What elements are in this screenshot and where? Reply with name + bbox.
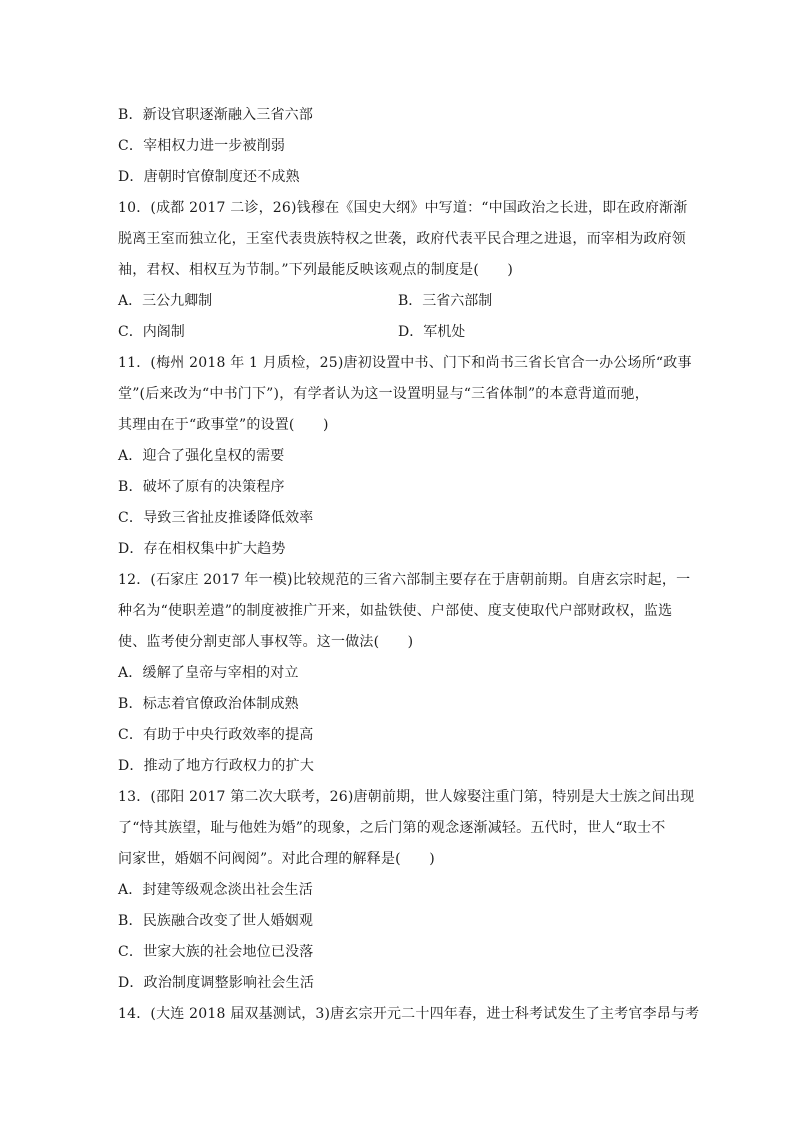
question-10-option-c: C．内阁制	[118, 324, 185, 340]
question-11-option-a: A．迎合了强化皇权的需要	[118, 448, 285, 464]
question-10-option-b: B．三省六部制	[398, 293, 493, 309]
document-page	[118, 100, 700, 1030]
question-12-line-2: 种名为“使职差遣”的制度被推广开来，如盐铁使、户部使、度支使取代户部财政权，监选	[118, 603, 673, 619]
question-10-option-a: A．三公九卿制	[118, 293, 213, 309]
question-13-option-b: B．民族融合改变了世人婚姻观	[118, 913, 314, 929]
question-10-options-row-2	[118, 317, 678, 348]
question-13-line-3: 问家世，婚姻不问阀阅”。对此合理的解释是( )	[118, 851, 435, 867]
question-12-option-c: C．有助于中央行政效率的提高	[118, 727, 314, 743]
question-12	[118, 565, 691, 782]
question-12-line-1: 12．(石家庄 2017 年一模)比较规范的三省六部制主要存在于唐朝前期。自唐玄宗时起，一	[118, 572, 691, 588]
question-13-option-a: A．封建等级观念淡出社会生活	[118, 882, 313, 898]
question-10-line-2: 脱离王室而独立化，王室代表贵族特权之世袭，政府代表平民合理之进退，而宰相为政府领	[118, 231, 686, 247]
question-12-option-b: B．标志着官僚政治体制成熟	[118, 696, 299, 712]
question-11-line-2: 堂”(后来改为“中书门下”)，有学者认为这一设置明显与“三省体制”的本意背道而驰，	[118, 386, 649, 402]
question-13	[118, 782, 695, 999]
question-12-option-a: A．缓解了皇帝与宰相的对立	[118, 665, 299, 681]
question-10-option-d: D．军机处	[398, 324, 466, 340]
question-12-option-d: D．推动了地方行政权力的扩大	[118, 758, 315, 774]
question-11	[118, 348, 692, 565]
question-13-line-1: 13．(邵阳 2017 第二次大联考，26)唐朝前期，世人嫁娶注重门第，特别是大士族之间出现	[118, 789, 695, 805]
question-11-line-1: 11．(梅州 2018 年 1 月质检，25)唐初设置中书、门下和尚书三省长官合一办公场所“政事	[118, 355, 692, 371]
q9-option-d: D．唐朝时官僚制度还不成熟	[118, 169, 300, 185]
question-11-line-3: 其理由在于“政事堂”的设置( )	[118, 417, 329, 433]
question-11-option-b: B．破坏了原有的决策程序	[118, 479, 285, 495]
question-10-options-row-1	[118, 286, 678, 317]
question-10-line-1: 10．(成都 2017 二诊，26)钱穆在《国史大纲》中写道：“中国政治之长进，即在政府渐渐	[118, 200, 688, 216]
question-10	[118, 193, 688, 348]
question-14-line-1: 14．(大连 2018 届双基测试，3)唐玄宗开元二十四年春，进士科考试发生了主考官李昂与考	[118, 1006, 700, 1022]
question-13-line-2: 了“恃其族望，耻与他姓为婚”的现象，之后门第的观念逐渐减轻。五代时，世人“取士不	[118, 820, 666, 836]
question-13-option-d: D．政治制度调整影响社会生活	[118, 975, 315, 991]
question-11-option-c: C．导致三省扯皮推诿降低效率	[118, 510, 314, 526]
q9-option-b: B．新设官职逐渐融入三省六部	[118, 107, 314, 123]
q9-option-c: C．宰相权力进一步被削弱	[118, 138, 286, 154]
question-12-line-3: 使、监考使分割吏部人事权等。这一做法( )	[118, 634, 414, 650]
question-11-option-d: D．存在相权集中扩大趋势	[118, 541, 286, 557]
question-14	[118, 999, 700, 1030]
question-13-option-c: C．世家大族的社会地位已没落	[118, 944, 314, 960]
question-10-line-3: 袖，君权、相权互为节制。”下列最能反映该观点的制度是( )	[118, 262, 514, 278]
